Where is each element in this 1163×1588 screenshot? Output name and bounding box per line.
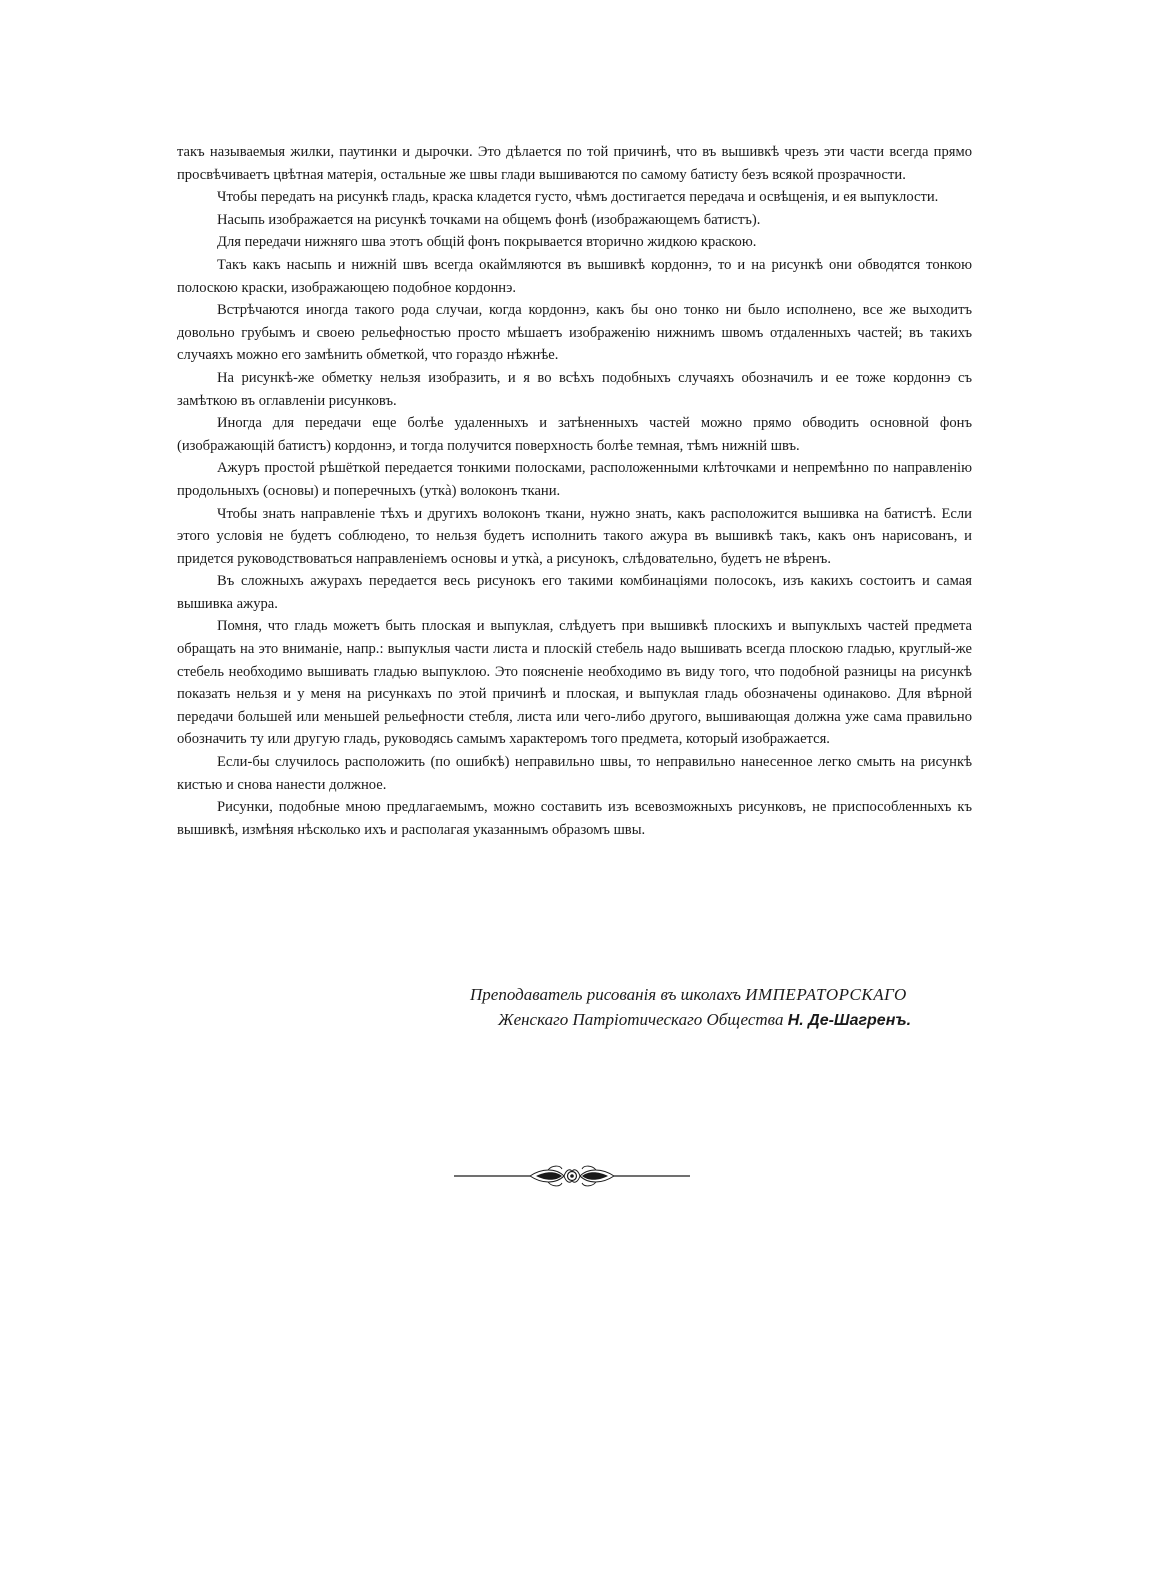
- paragraph: Чтобы знать направленіе тѣхъ и другихъ волоконъ ткани, нужно знать, какъ расположится вышивка на батистѣ. Если этого условія не будетъ соблюдено, то нельзя будетъ исполнить такого ажура въ вышивкѣ такъ, какъ онъ нарисованъ, и придется руководствоваться направленіемъ основы и уткà, а рисунокъ, слѣдовательно, будетъ не вѣренъ.: [177, 505, 972, 567]
- ornamental-divider-icon: [452, 1162, 692, 1190]
- signature-title: Преподаватель рисованія въ школахъ: [470, 985, 741, 1004]
- paragraph: Въ сложныхъ ажурахъ передается весь рисунокъ его такими комбинаціями полосокъ, изъ какихъ состоитъ и самая вышивка ажура.: [177, 573, 972, 612]
- signature-line-2: [470, 1007, 990, 1033]
- paragraph: Встрѣчаются иногда такого рода случаи, когда кордоннэ, какъ бы оно тонко ни было исполнено, все же выходитъ довольно грубымъ и своею рельефностью просто мѣшаетъ изображенію нижнимъ швомъ отдаленныхъ частей; въ такихъ случаяхъ можно его замѣнить обметкой, что гораздо нѣжнѣе.: [177, 302, 972, 364]
- paragraph: Если-бы случилось расположить (по ошибкѣ) неправильно швы, то неправильно нанесенное легко смыть на рисункѣ кистью и снова нанести должное.: [177, 754, 972, 793]
- paragraph: Чтобы передать на рисункѣ гладь, краска кладется густо, чѣмъ достигается передача и освѣщенія, и ея выпуклости.: [217, 189, 939, 206]
- paragraph: Ажуръ простой рѣшёткой передается тонкими полосками, расположенными клѣточками и непремѣнно по направленію продольныхъ (основы) и поперечныхъ (уткà) волоконъ ткани.: [177, 460, 972, 499]
- paragraph: такъ называемыя жилки, паутинки и дырочки. Это дѣлается по той причинѣ, что въ вышивкѣ чрезъ эти части всегда прямо просвѣчиваетъ цвѣтная матерія, остальные же швы глади вышиваются по самому батисту безъ всякой прозрачности.: [177, 144, 972, 183]
- paragraph: На рисункѣ-же обметку нельзя изобразить, и я во всѣхъ подобныхъ случаяхъ обозначилъ и ее тоже кордоннэ съ замѣткою въ оглавленіи рисунковъ.: [177, 369, 972, 409]
- paragraph: Для передачи нижняго шва этотъ общій фонъ покрывается вторично жидкою краскою.: [217, 234, 757, 251]
- paragraph: Такъ какъ насыпь и нижній швъ всегда окаймляются въ вышивкѣ кордоннэ, то и на рисункѣ они обводятся тонкою полоскою краски, изображающею подобное кордоннэ.: [177, 256, 972, 296]
- paragraph: Помня, что гладь можетъ быть плоская и выпуклая, слѣдуетъ при вышивкѣ плоскихъ и выпуклыхъ частей предмета обращать на это вниманіе, напр.: выпуклыя части листа и плоскій стебель надо вышивать всегда плоскою гладью, круглый-же стебель необходимо вышивать гладью выпуклою. Это поясненіе необходимо въ виду того, что подобной разницы на рисункѣ показать нельзя и у меня на рисункахъ по этой причинѣ и плоская, и выпуклая гладь обозначены одинаково. Для вѣрной передачи большей или меньшей рельефности стебля, листа или чего-либо другого, вышивающая должна уже сама правильно обозначить ту или другую гладь, руководясь самымъ характеромъ того предмета, который изображается.: [177, 618, 972, 748]
- paragraph: Насыпь изображается на рисункѣ точками на общемъ фонѣ (изображающемъ батистъ).: [217, 211, 761, 228]
- signature-line-1: [470, 982, 990, 1007]
- body-text: [177, 141, 972, 841]
- signature-imperial: ИМПЕРАТОРСКАГО: [745, 985, 907, 1004]
- signature-society: Женскаго Патріотическаго Общества: [498, 1010, 784, 1029]
- paragraph: Иногда для передачи еще болѣе удаленныхъ и затѣненныхъ частей можно прямо обводить основной фонъ (изображающій батистъ) кордоннэ, и тогда получится поверхность болѣе темная, тѣмъ нижній швъ.: [177, 415, 972, 454]
- paragraph: Рисунки, подобные мною предлагаемымъ, можно составить изъ всевозможныхъ рисунковъ, не приспособленныхъ къ вышивкѣ, измѣняя нѣсколько ихъ и располагая указаннымъ образомъ швы.: [177, 799, 972, 838]
- signature-author: Н. Де-Шагренъ.: [787, 1012, 912, 1029]
- signature-block: [470, 982, 990, 1033]
